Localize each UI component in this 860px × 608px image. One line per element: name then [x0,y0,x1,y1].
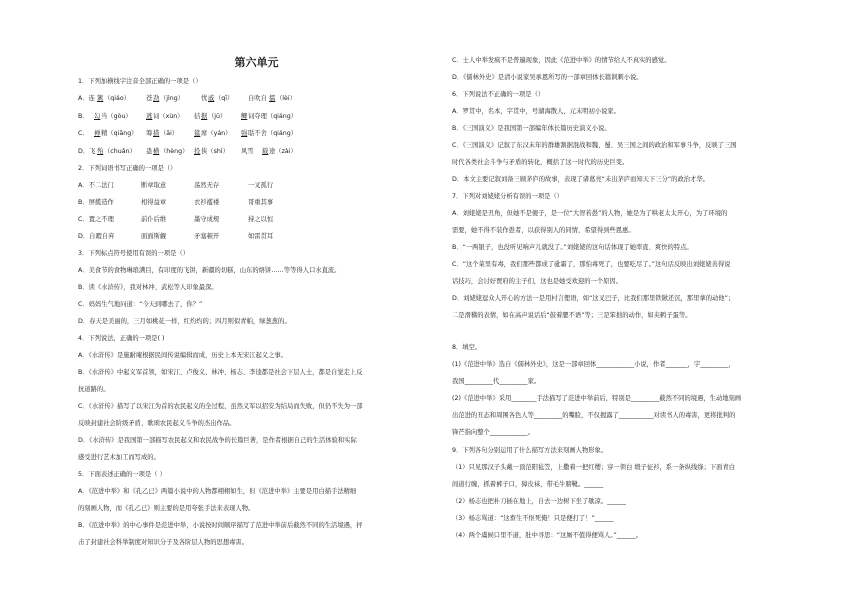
q5-stem: 5．下面表述正确的一项是（ ） [78,471,166,478]
q7-option-c-line1: C．“这个菜里有毒，我们那些都成了砒霜了，那怕毒死了，也要吃尽了。”这句话反映出刘姥姥善得说 [452,261,731,268]
q7-option-a-line2: 需要，她不得不装作愚者，以获得别人的同情，希望得到些恩惠。 [452,227,635,234]
q4-option-a: A．《水浒传》是施耐庵根据民间传说编辑而成，历史上本无宋江起义之事。 [78,352,287,359]
q6-option-c-line2: 时代各类社会斗争与矛盾的转化，概括了这一时代的历史巨变。 [452,159,629,166]
q7-stem: 7．下列对刘姥姥分析有误的一项是（） [452,193,564,200]
q7-option-b: B．“一两银子，也没听见响声儿就没了。”刘姥姥的这句话体现了她率直、爽快的特点。 [452,244,693,251]
q7-option-d-line2: 二是滑稽的表情，如在高声说话后“鼓着腮不语”等；三是笨拙的动作，如夹鹌子蛋等。 [452,312,692,319]
q6-option-b: B．《三国演义》是我国第一部编年体长篇历史演义小说。 [452,125,611,132]
exam-page: 第六单元 1．下列加横线字注音全部正确的一项是（） A．连 篱 （qiáo） 苍 劲 （jìng） 忧 戚 （qī） 自吹自 擂 （lèi） B． 勾 当（gòu） 逃 词（xùn） 拮 据 （jū） 鲫 词夺理（qiáng） C． 禅 精（qiāng） 筹 措 （āi） 筵 席（yán） 强 聒不舍（qiáng） D．飞 殆 （chuǎn） 蛊 横 （hèng） 投 侠（shì） 风雪 载 途（zài） 2．下列词语书写正确的一项是（） A．不二法门 断章取意 荡然无存 一叉孤行 B．屏揽造作 相得益章 衣衫褴褛 哥重其事 C．置之不理 前仆后维 墨守成规 持之以恒 D．自暇自弃 面面斯觑 矛塞顿开 如雷贯耳 3．下列标点符号使用有误的一项是（） A．美食节的食物琳琅满目，有印度的飞饼，新疆的切糕，山东的烙饼……等等得人口水直流。 B．读《水浒传》，我对林冲、武松等人印象最深。 C．妈妈生气地问道：“今天到哪去了，你？” D．春天是美丽的，三月如桃花一样，红灼灼的；四月则似青帕，绿葱葱的。 4．下列说法，正确的一项是( ) A．《水浒传》是施耐庵根据民间传说编辑而成，历史上本无宋江起义之事。 B．《水浒传》中起义军首领，如宋江、卢俊义、林冲、杨志、李逵都是社会下层人士，都是自觉走上反 抗道路的。 C．《水浒传》描写了以宋江为首的农民起义的全过程，虽然义军以招安为结局而失败，但仍不失为一部 反映封建社会阶级矛盾、歌颂农民起义斗争的杰出作品。 D．《水浒传》是我国第一部描写农民起义和农民战争的长篇巨著，是作者根据自己的生活体验和实际 感受进行艺术加工而写成的。 5．下面表述正确的一项是（ ） A．《范进中举》和《孔乙已》两篇小说中的人物都栩栩如生，但《范进中举》主要是用白描手法精细 的刻画人物，而《孔乙已》则主要的是用夸张手法来表现人物。 B．《范进中举》的中心事件是范进中举，小说按时间顺序描写了范进中举前后截然不同的生活境遇，抨 击了封建社会科举制度对知识分子及各阶层人物的思想毒害。 C．士人中举发疯不是普遍现象，因此《范进中举》的情节给人不真实的感觉。 D．《儒林外史》是清小说家吴承恩所写的一部章回体长篇讽刺小说。 6．下列说法不正确的一项是（） A．罗贯中，名本，字贯中，号湖海散人，元末明初小说家。 B．《三国演义》是我国第一部编年体长篇历史演义小说。 C．《三国演义》记叙了东汉末年的群雄割据混战和魏、蜀、吴三国之间的政治和军事斗争，反映了三国 时代各类社会斗争与矛盾的转化，概括了这一时代的历史巨变。 D．本文主要记叙刘备三顾茅庐的故事，表现了诸葛亮“未出茅庐而知天下三分”的政治才华。 7．下列对刘姥姥分析有误的一项是（） A．刘姥姥是丑角，但她不是傻子，是一位“大智若愚”的人物，她是为了哄老太太开心，为了环境的 需要，她不得不装作愚者，以获得别人的同情，希望得到些恩惠。 B．“一两银子，也没听见响声儿就没了。”刘姥姥的这句话体现了她率直、爽快的特点。 C．“这个菜里有毒，我们那些都成了砒霜了，那怕毒死了，也要吃尽了。”这句话反映出刘姥姥善得说 话技巧，会讨好贾府的主子们，这也是她受欢迎的一个原因。 D．刘姥姥逗众人开心的方法一是用村言俚语，如“这叉巴子，比我们那里铁锨还沉，那里拿的动他”； 二是滑稽的表情，如在高声说话后“鼓着腮不语”等；三是笨拙的动作，如夹鹌子蛋等。 8．填空。 (1)《范进中举》选自《儒林外史》，这是一部章回体____________小说，作者_______，字_________， 我国_________代_________家。 (2)《范进中举》采用________手法描写了范进中举前后，特别是_________截然不同的境遇，生动地刻画 出范进的丑态和周围各色人等_________的嘴脸，不仅揭露了___________对读书人的毒害，更将批判的 锋芒指向整个____________。 9．下列各句分别运用了什么描写方法来刻画人物形象。 （1）只见那汉子头戴一顶范阳毡笠，上撒着一把红缨；穿一领白 缎子征衫，系一条纵线绦；下面青白 间道行缠，抓着裤子口，獐皮袜，带毛牛膀靴。______ （2）杨志也把朴刀插在地上，自去一边树下坐了歇凉。______ （3）杨志骂道：“这畜生不怄死俺！只是便打了！”______ （4）两个虞候口里不道，肚中寻思：“这厮不值得便骂人。”______。 [0,0,860,608]
q5-option-c: C．士人中举发疯不是普遍现象，因此《范进中举》的情节给人不真实的感觉。 [452,57,671,64]
q7-option-c-line2: 话技巧，会讨好贾府的主子们，这也是她受欢迎的一个原因。 [452,278,623,285]
q8-blank-1-line1: (1)《范进中举》选自《儒林外史》，这是一部章回体____________小说，作者_______，字_________， [452,361,735,368]
q2-stem: 2．下列词语书写正确的一项是（） [78,165,177,172]
q5-option-a-line2: 的刻画人物，而《孔乙已》则主要的是用夸张手法来表现人物。 [78,505,255,512]
page-title: 第六单元 [234,56,279,69]
q3-option-c: C．妈妈生气地问道：“今天到哪去了，你？” [78,301,203,308]
q6-option-a: A．罗贯中，名本，字贯中，号湖海散人，元末明初小说家。 [452,108,621,115]
q8-blank-1-line2: 我国_________代_________家。 [452,378,541,385]
q5-option-a-line1: A．《范进中举》和《孔乙已》两篇小说中的人物都栩栩如生，但《范进中举》主要是用白描手法精细 [78,488,357,495]
q4-option-b-line1: B．《水浒传》中起义军首领，如宋江、卢俊义、林冲、杨志、李逵都是社会下层人士，都是自觉走上反 [78,369,363,376]
q6-stem: 6．下列说法不正确的一项是（） [452,91,545,98]
q5-option-d: D．《儒林外史》是清小说家吴承恩所写的一部章回体长篇讽刺小说。 [452,74,643,81]
q5-option-b-line2: 击了封建社会科举制度对知识分子及各阶层人物的思想毒害。 [78,539,249,546]
q8-stem: 8．填空。 [452,344,482,351]
q4-stem: 4．下列说法，正确的一项是( ) [78,335,165,342]
q5-option-b-line1: B．《范进中举》的中心事件是范进中举，小说按时间顺序描写了范进中举前后截然不同的生活境遇，抨 [78,522,363,529]
q3-option-a: A．美食节的食物琳琅满目，有印度的飞饼，新疆的切糕，山东的烙饼……等等得人口水直流。 [78,267,341,274]
q8-blank-2-line2: 出范进的丑态和周围各色人等_________的嘴脸，不仅揭露了___________对读书人的毒害，更将批判的 [452,412,736,419]
q9-item-4: （4）两个虞候口里不道，肚中寻思：“这厮不值得便骂人。”______。 [452,532,642,539]
q7-option-a-line1: A．刘姥姥是丑角，但她不是傻子，是一位“大智若愚”的人物，她是为了哄老太太开心，为了环境的 [452,210,728,217]
q9-item-1-line2: 间道行缠，抓着裤子口，獐皮袜，带毛牛膀靴。______ [452,481,604,488]
q4-option-b-line2: 抗道路的。 [78,386,110,393]
q9-item-3: （3）杨志骂道：“这畜生不怄死俺！只是便打了！”______ [452,515,614,522]
q6-option-c-line1: C．《三国演义》记叙了东汉末年的群雄割据混战和魏、蜀、吴三国之间的政治和军事斗争，反映了三国 [452,142,737,149]
q7-option-d-line1: D．刘姥姥逗众人开心的方法一是用村言俚语，如“这叉巴子，比我们那里铁锨还沉，那里拿的动他”； [452,295,735,302]
q3-stem: 3．下列标点符号使用有误的一项是（） [78,250,190,257]
q4-option-d-line2: 感受进行艺术加工而写成的。 [78,454,160,461]
q4-option-d-line1: D．《水浒传》是我国第一部描写农民起义和农民战争的长篇巨著，是作者根据自己的生活体验和实际 [78,437,357,444]
q8-blank-2-line1: (2)《范进中举》采用________手法描写了范进中举前后，特别是_________截然不同的境遇，生动地刻画 [452,395,742,402]
q9-stem: 9．下列各句分别运用了什么描写方法来刻画人物形象。 [452,447,608,454]
q9-item-1-line1: （1）只见那汉子头戴一顶范阳毡笠，上撒着一把红缨；穿一领白 缎子征衫，系一条纵线绦；下面青白 [452,464,736,471]
q8-blank-2-line3: 锋芒指向整个____________。 [452,429,534,436]
q3-option-d: D．春天是美丽的，三月如桃花一样，红灼灼的；四月则似青帕，绿葱葱的。 [78,318,291,325]
q4-option-c-line1: C．《水浒传》描写了以宋江为首的农民起义的全过程，虽然义军以招安为结局而失败，但仍不失为一部 [78,403,363,410]
q3-option-b: B．读《水浒传》，我对林冲、武松等人印象最深。 [78,284,218,291]
q9-item-2: （2）杨志也把朴刀插在地上，自去一边树下坐了歇凉。______ [452,498,627,505]
q4-option-c-line2: 反映封建社会阶级矛盾、歌颂农民起义斗争的杰出作品。 [78,420,236,427]
q6-option-d: D．本文主要记叙刘备三顾茅庐的故事，表现了诸葛亮“未出茅庐而知天下三分”的政治才华。 [452,176,709,183]
q1-stem: 1．下列加横线字注音全部正确的一项是（） [78,78,202,85]
